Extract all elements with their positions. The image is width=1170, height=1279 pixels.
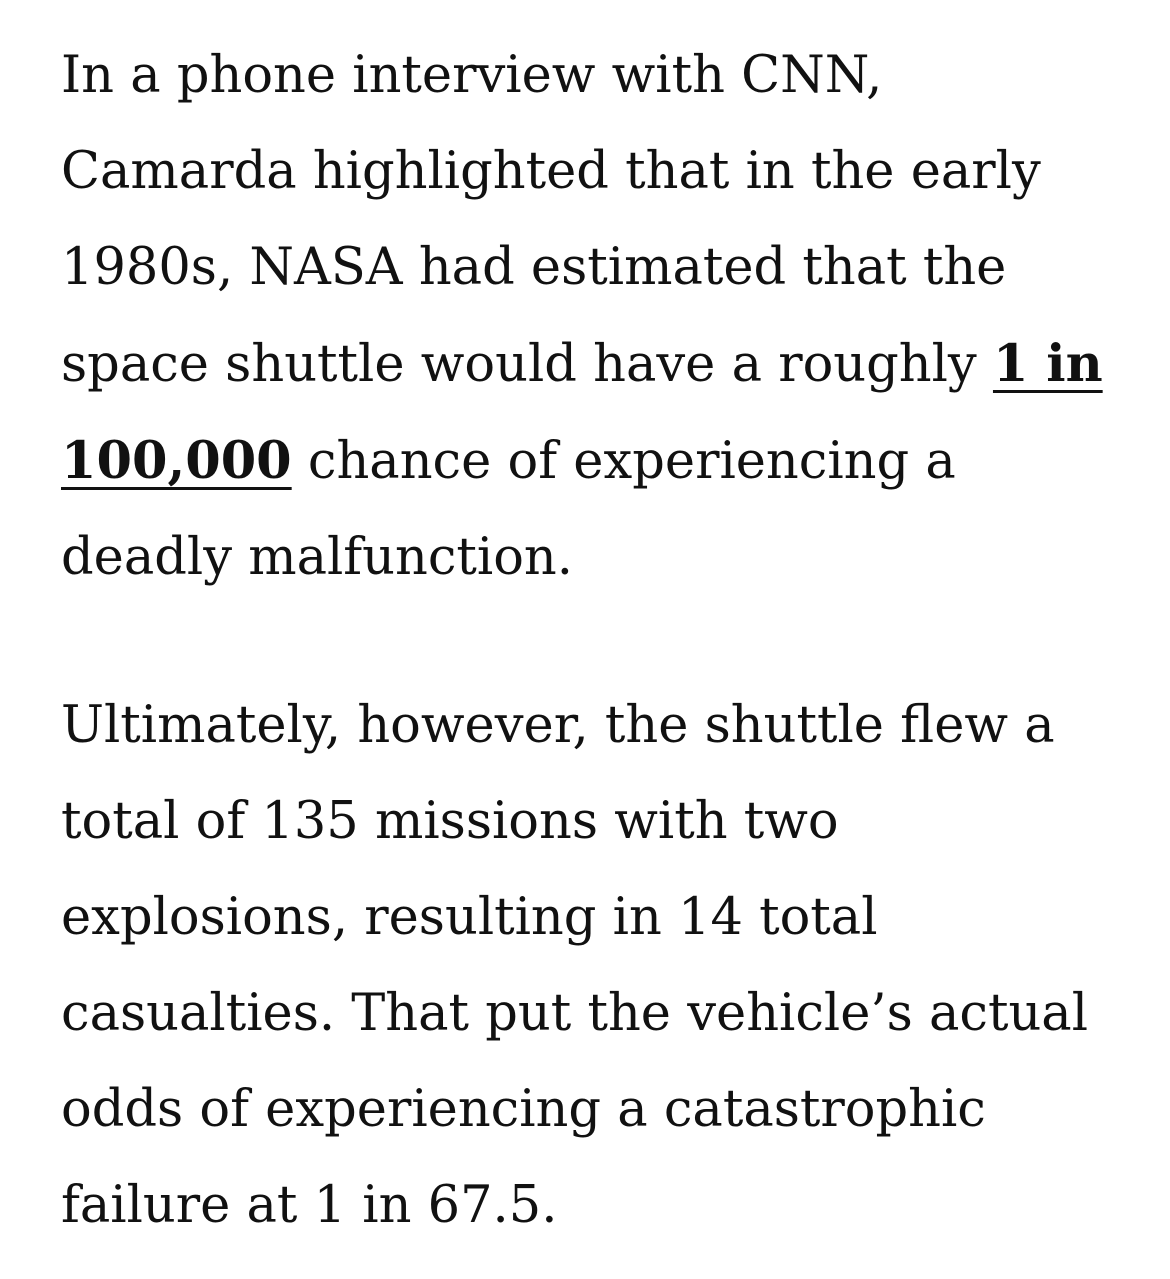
odds-link[interactable]: 1 in 100,000 — [61, 334, 1103, 491]
paragraph-1-text-before-link: In a phone interview with CNN, Camarda highlighted that in the early 1980s, NASA had estimated that the space shuttle would have a roughly — [61, 46, 1041, 394]
paragraph-1-text-after-link: chance of experiencing a deadly malfunction. — [61, 432, 956, 587]
paragraph-actual-odds — [61, 678, 1130, 1254]
paragraph-odds-estimate — [61, 28, 1130, 606]
paragraph-2-text: Ultimately, however, the shuttle flew a total of 135 missions with two explosions, resulting in 14 total casualties. That put the vehicle’s actual odds of experiencing a catastrophic failure at 1 in 67.5. — [61, 696, 1089, 1235]
